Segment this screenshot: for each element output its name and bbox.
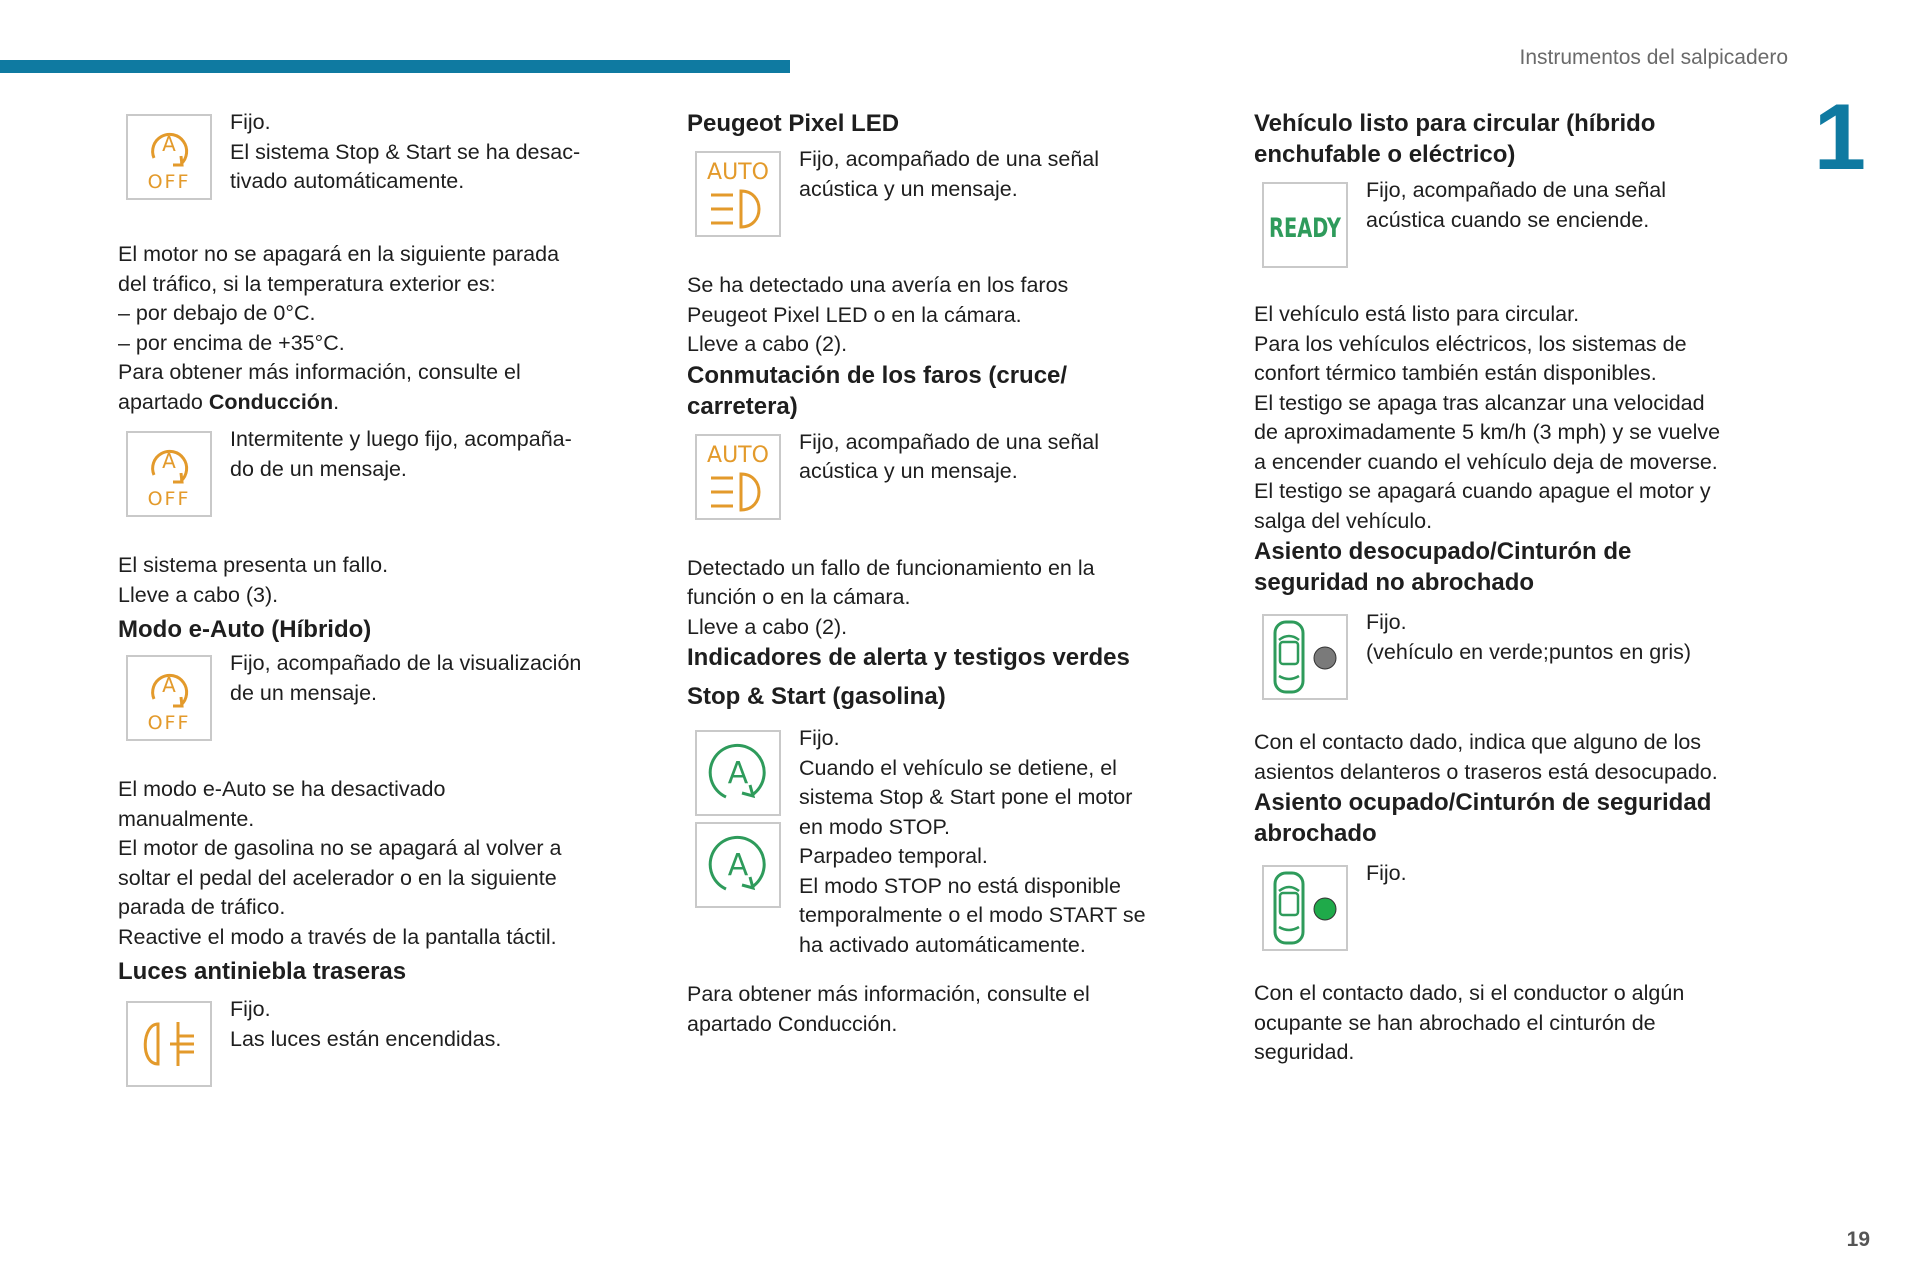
stop-start-green-icon: [695, 822, 781, 908]
chapter-number: 1: [1813, 84, 1866, 189]
more-info-paragraph: [687, 980, 1217, 1039]
icon-off-text: OFF: [147, 488, 191, 510]
line: Para obtener más información, consulte el: [118, 360, 521, 384]
icon-a-text: A: [162, 449, 176, 473]
line: acústica cuando se enciende.: [1366, 207, 1650, 232]
line: Se ha detectado una avería en los faros: [687, 273, 1069, 297]
line: acústica y un mensaje.: [799, 176, 1018, 201]
line: Detectado un fallo de funcionamiento en la: [687, 555, 1095, 580]
icon-a-text: A: [162, 673, 176, 697]
switch-item: [687, 428, 1217, 520]
line: confort térmico también están disponibles.: [1254, 361, 1657, 385]
line: Para obtener más información, consulte el: [687, 982, 1090, 1006]
column-1: [118, 108, 648, 1087]
line: abrochado: [1254, 820, 1377, 847]
line: Con el contacto dado, indica que alguno de los: [1254, 730, 1702, 754]
item-text: [230, 425, 572, 484]
seat-occupancy-grey-icon: [1262, 614, 1348, 700]
eauto-paragraph: [118, 775, 648, 952]
item-text: [799, 145, 1099, 204]
line: Conmutación de los faros (cruce/: [687, 361, 1068, 389]
line: Cuando el vehículo se detiene, el: [799, 755, 1117, 780]
ready-item: [1254, 176, 1794, 268]
line: Fijo.: [1366, 610, 1407, 634]
line: ocupante se han abrochado el cinturón de: [1254, 1010, 1656, 1035]
seat-occupied-paragraph: [1254, 979, 1794, 1068]
line: en modo STOP.: [799, 814, 950, 839]
line: soltar el pedal del acelerador o en la siguiente: [118, 865, 557, 890]
line: [118, 388, 648, 418]
line: temporalmente o el modo START se: [799, 903, 1146, 927]
icon-auto-text: AUTO: [707, 442, 769, 468]
line: El modo STOP no está disponible: [799, 873, 1121, 898]
stop-start-off-blink-item: [118, 425, 648, 517]
line: ha activado automáticamente.: [799, 932, 1086, 957]
seat-empty-paragraph: [1254, 728, 1794, 787]
text: .: [333, 389, 340, 414]
page-number: 19: [1846, 1228, 1870, 1251]
eauto-heading: Modo e-Auto (Híbrido): [118, 616, 372, 643]
line: – por encima de +35°C.: [118, 330, 345, 355]
item-text: [230, 995, 501, 1054]
line: El sistema Stop & Start se ha desac-: [230, 139, 581, 164]
fog-heading: Luces antiniebla traseras: [118, 958, 407, 985]
line: sistema Stop & Start pone el motor: [799, 785, 1133, 809]
line: salga del vehículo.: [1254, 508, 1433, 533]
line: Lleve a cabo (2).: [687, 332, 848, 356]
auto-headlamp-icon: [695, 151, 781, 237]
line: Parpadeo temporal.: [799, 844, 988, 868]
header-accent-bar: [0, 60, 790, 73]
pixel-paragraph: [687, 271, 1217, 360]
seat-empty-item: [1254, 608, 1794, 700]
line: Fijo, acompañado de la visualización: [230, 651, 582, 675]
line: Con el contacto dado, si el conductor o algún: [1254, 981, 1685, 1005]
engine-paragraph: [118, 240, 648, 417]
line: seguridad no abrochado: [1254, 569, 1535, 596]
stop-start-off-fixed-item: [118, 108, 648, 200]
stop-start-heading: Stop & Start (gasolina): [687, 683, 946, 710]
bold-reference: Conducción: [208, 389, 334, 414]
line: asientos delanteros o traseros está desocupado.: [1254, 759, 1718, 784]
fog-item: [118, 995, 648, 1087]
seat-belt-fastened-green-icon: [1262, 865, 1348, 951]
item-text: [1366, 608, 1691, 667]
switch-heading: [687, 360, 1217, 422]
seat-occupied-item: [1254, 859, 1794, 951]
item-text: [799, 842, 1146, 960]
line: Las luces están encendidas.: [230, 1026, 502, 1051]
switch-paragraph: [687, 554, 1217, 643]
line: El vehículo está listo para circular.: [1254, 302, 1580, 326]
column-2: [687, 108, 1217, 1039]
icon-off-text: OFF: [147, 712, 191, 734]
a-off-icon: [126, 114, 212, 200]
fault-paragraph: [118, 551, 648, 610]
line: Asiento ocupado/Cinturón de seguridad: [1254, 789, 1712, 816]
line: Lleve a cabo (2).: [687, 614, 848, 639]
line: Lleve a cabo (3).: [118, 582, 279, 607]
icon-a-text: A: [162, 132, 176, 156]
line: enchufable o eléctrico): [1254, 141, 1516, 168]
icon-ready-text: READY: [1269, 213, 1342, 244]
line: Fijo, acompañado de una señal: [799, 429, 1100, 454]
item-text: [1366, 176, 1666, 235]
line: Fijo, acompañado de una señal: [799, 147, 1100, 171]
pixel-item: [687, 145, 1217, 237]
line: Para los vehículos eléctricos, los sistemas de: [1254, 331, 1687, 356]
item-text: [230, 108, 580, 197]
a-off-icon: [126, 655, 212, 741]
stop-start-blink-item: [687, 842, 1217, 960]
icon-auto-text: AUTO: [707, 160, 769, 185]
line: Fijo.: [230, 997, 271, 1021]
line: apartado Conducción.: [687, 1011, 898, 1036]
line: seguridad.: [1254, 1040, 1355, 1064]
column-3: [1254, 108, 1794, 1068]
line: Fijo.: [230, 110, 271, 134]
ready-paragraph: [1254, 300, 1794, 536]
item-text: [799, 724, 1132, 842]
line: de un mensaje.: [230, 680, 378, 705]
item-text: [799, 428, 1099, 487]
line: Peugeot Pixel LED o en la cámara.: [687, 302, 1022, 327]
line: tivado automáticamente.: [230, 169, 465, 193]
line: Intermitente y luego fijo, acompaña-: [230, 427, 572, 451]
line: El testigo se apagará cuando apague el motor y: [1254, 479, 1711, 503]
eauto-item: [118, 649, 648, 741]
icon-off-text: OFF: [147, 171, 191, 193]
pixel-heading: Peugeot Pixel LED: [687, 110, 900, 137]
line: función o en la cámara.: [687, 585, 911, 609]
icon-a-text: A: [727, 848, 749, 883]
item-text: [1366, 859, 1407, 889]
line: El testigo se apaga tras alcanzar una velocidad: [1254, 390, 1705, 415]
line: manualmente.: [118, 806, 255, 831]
seat-occupied-heading: [1254, 787, 1794, 849]
ready-icon: [1262, 182, 1348, 268]
line: El modo e-Auto se ha desactivado: [118, 777, 446, 801]
line: de aproximadamente 5 km/h (3 mph) y se vuelve: [1254, 420, 1721, 444]
section-title: Instrumentos del salpicadero: [1519, 46, 1788, 69]
green-indicators-heading: Indicadores de alerta y testigos verdes: [687, 644, 1130, 671]
line: a encender cuando el vehículo deja de moverse.: [1254, 449, 1718, 474]
line: Fijo.: [799, 726, 840, 750]
line: Fijo, acompañado de una señal: [1366, 178, 1667, 202]
item-text: [230, 649, 581, 708]
line: do de un mensaje.: [230, 456, 407, 481]
ready-heading: [1254, 108, 1794, 170]
a-off-icon: [126, 431, 212, 517]
line: Fijo.: [1366, 861, 1407, 885]
line: Vehículo listo para circular (híbrido: [1254, 110, 1656, 137]
text: apartado: [118, 389, 209, 414]
line: El motor de gasolina no se apagará al volver a: [118, 836, 562, 860]
line: parada de tráfico.: [118, 895, 286, 919]
rear-fog-lamp-icon: [126, 1001, 212, 1087]
auto-headlamp-icon: [695, 434, 781, 520]
icon-a-text: A: [727, 756, 749, 791]
line: El sistema presenta un fallo.: [118, 553, 389, 577]
line: (vehículo en verde;puntos en gris): [1366, 639, 1692, 664]
line: – por debajo de 0°C.: [118, 301, 316, 325]
stop-start-green-icon: [695, 730, 781, 816]
line: carretera): [687, 392, 798, 420]
line: Reactive el modo a través de la pantalla táctil.: [118, 924, 557, 949]
line: Asiento desocupado/Cinturón de: [1254, 538, 1632, 565]
line: El motor no se apagará en la siguiente parada: [118, 242, 560, 266]
line: del tráfico, si la temperatura exterior es:: [118, 271, 496, 296]
line: acústica y un mensaje.: [799, 459, 1018, 483]
seat-empty-heading: [1254, 536, 1794, 598]
